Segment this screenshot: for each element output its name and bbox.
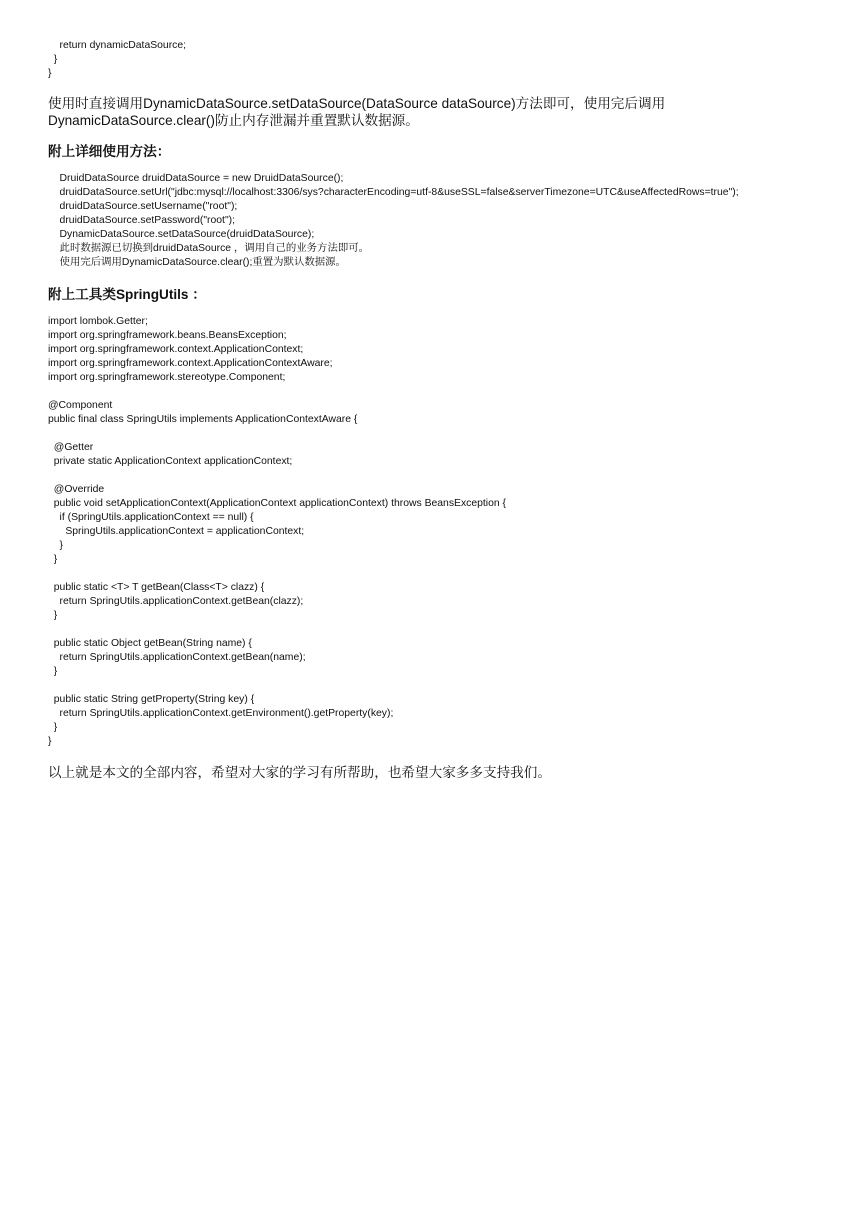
usage-heading: 附上详细使用方法： [48,144,171,159]
utils-heading: 附上工具类SpringUtils ： [48,287,206,302]
usage-paragraph: 使用时直接调用DynamicDataSource.setDataSource(DataSource dataSource)方法即可，使用完后调用DynamicDataSource.clear()防止内存泄漏并重置默认数据源。 [48,96,666,128]
code-block-usage: DruidDataSource druidDataSource = new DruidDataSource(); druidDataSource.setUrl("jdbc:mysql://localhost:3306/sys?characterEncoding=utf-8&useSSL=false&serverTimezone=UTC&useAffectedRows=true"); druidDataSource.setUsername("root"); druidDataSource.setPassword("root"); DynamicDataSource.setDataSource(druidDataSource); 此时数据源已切换到druidDataSource ，调用自己的业务方法即可。 使用完后调用DynamicDataSource.clear();重置为默认数据源。 [59,173,739,268]
code-block-return: return dynamicDataSource; } } [48,40,187,79]
code-block-springutils: import lombok.Getter; import org.springframework.beans.BeansException; import org.springframework.context.ApplicationContext; import org.springframework.context.ApplicationContextAware; import org.springframework.stereotype.Component; @Component public final class SpringUtils implements ApplicationContextAware { @Getter private static ApplicationContext applicationContext; @Override public void setApplicationContext(ApplicationContext applicationContext) throws BeansException { if (SpringUtils.applicationContext == null) { SpringUtils.applicationContext = applicationContext; } } public static <T> T getBean(Class<T> clazz) { return SpringUtils.applicationContext.getBean(clazz); } public static Object getBean(String name) { return SpringUtils.applicationContext.getBean(name); } public static String getProperty(String key) { return SpringUtils.applicationContext.getEnvironment().getProperty(key); } } [48,316,507,747]
closing-paragraph: 以上就是本文的全部内容，希望对大家的学习有所帮助，也希望大家多多支持我们。 [48,765,551,780]
